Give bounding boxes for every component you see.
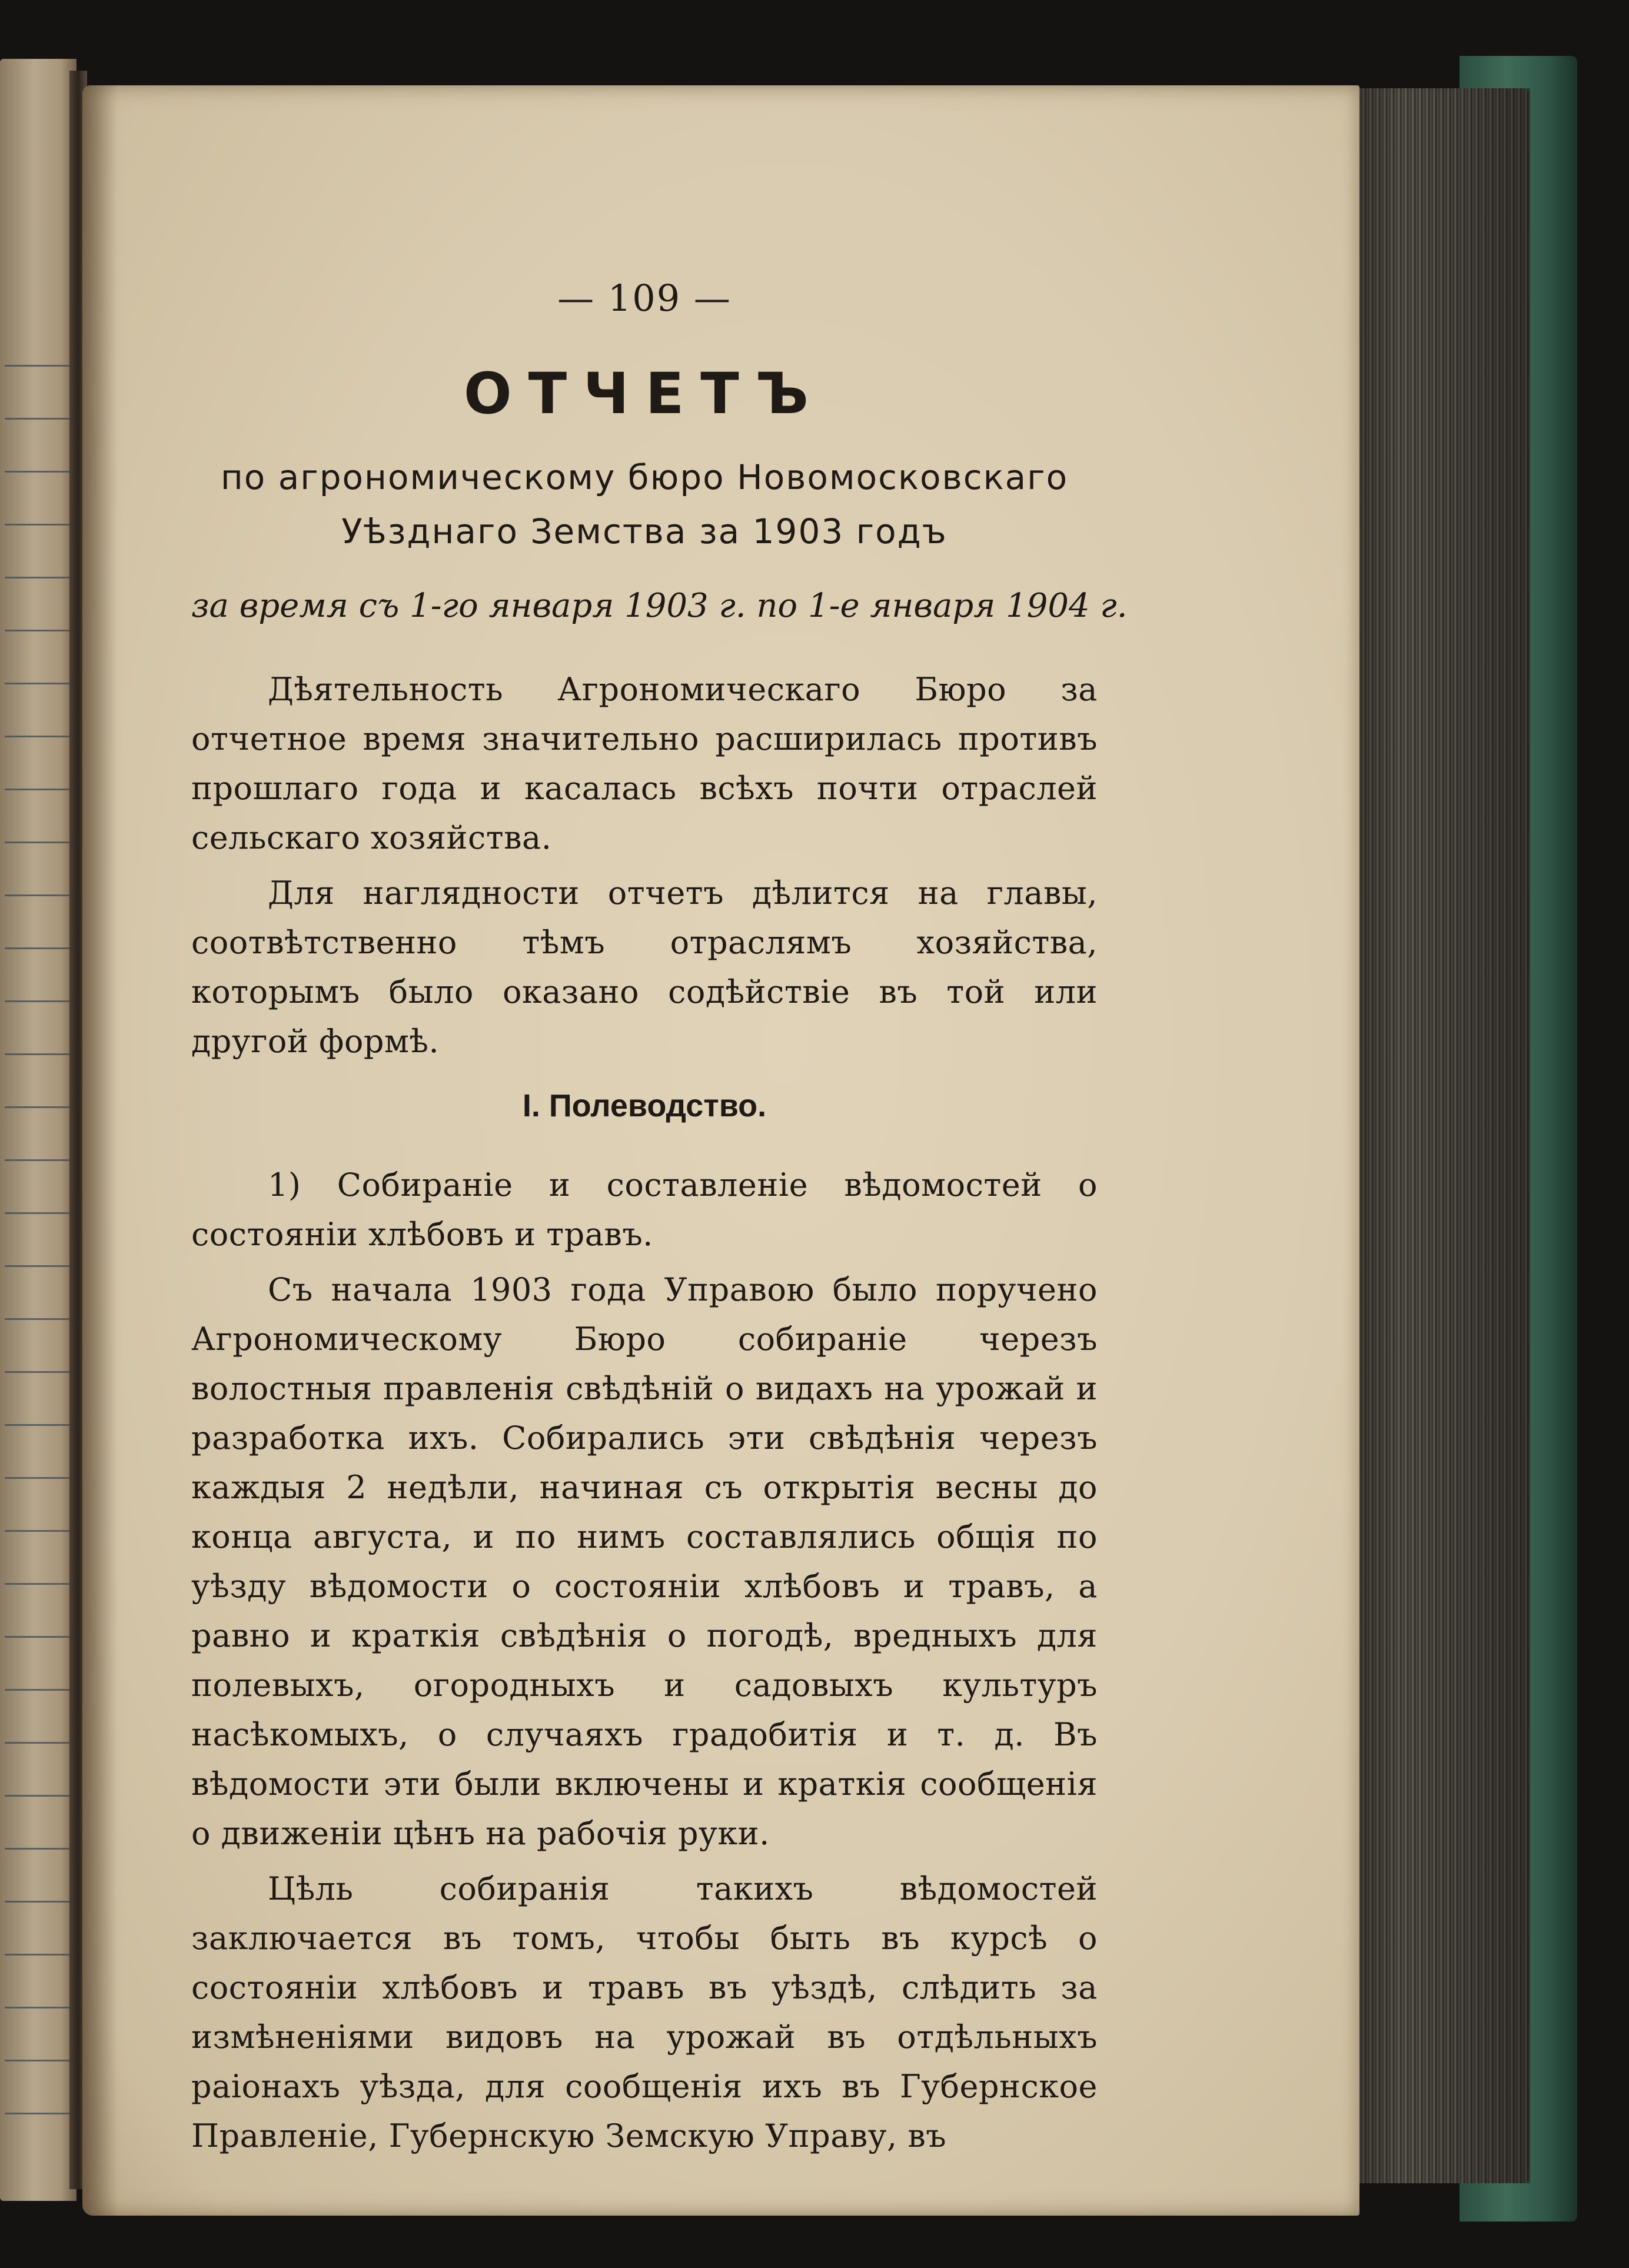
subtitle-line-1: по агрономическому бюро Новомосковскаго — [220, 457, 1069, 497]
paragraph-purpose: Цѣль собиранія такихъ вѣдомостей заключается въ томъ, чтобы быть въ курсѣ о состояніи хлѣбовъ и травъ въ уѣздѣ, слѣдить за измѣненіями видовъ на урожай въ отдѣльныхъ раіонахъ уѣзда, для сообщенія ихъ въ Губернское Правленіе, Губернскую Земскую Управу, въ — [191, 1870, 1098, 2154]
report-subtitle — [191, 450, 1098, 558]
paragraph-structure: Для наглядности отчетъ дѣлится на главы, соотвѣтственно тѣмъ отраслямъ хозяйства, которымъ было оказано содѣйствіе въ той или другой формѣ. — [191, 874, 1098, 1060]
paragraph-item-1: 1) Собираніе и составленіе вѣдомостей о состояніи хлѣбовъ и травъ. — [191, 1166, 1098, 1253]
subtitle-line-2: Уѣзднаго Земства за 1903 годъ — [341, 511, 948, 551]
gutter-shadow — [82, 85, 118, 2216]
report-period: за время съ 1-го января 1903 г. по 1-е января 1904 г. — [191, 587, 1128, 625]
section-heading: I. Полеводство. — [522, 1088, 767, 1123]
paragraph-collection: Съ начала 1903 года Управою было поручено Агрономическому Бюро собираніе черезъ волостныя правленія свѣдѣній о видахъ на урожай и разработка ихъ. Собирались эти свѣдѣнія черезъ каждыя 2 недѣли, начиная съ открытія весны до конца августа, и по нимъ составлялись общія по уѣзду вѣдомости о состояніи хлѣбовъ и травъ, а равно и краткія свѣдѣнія о погодѣ, вредныхъ для полевыхъ, огородныхъ и садовыхъ культуръ насѣкомыхъ, о случаяхъ градобитія и т. д. Въ вѣдомости эти были включены и краткія сообщенія о движеніи цѣнъ на рабочія руки. — [191, 1271, 1098, 1852]
page-fore-edge — [1348, 88, 1530, 2183]
page-text — [191, 277, 1128, 2167]
page-number: — 109 — — [557, 277, 732, 320]
report-title: ОТЧЕТЪ — [464, 361, 825, 427]
paragraph-activity: Дѣятельность Агрономическаго Бюро за отчетное время значительно расширилась противъ прошлаго года и касалась всѣхъ почти отраслей сельскаго хозяйства. — [191, 671, 1098, 856]
previous-page-sliver — [0, 59, 77, 2201]
